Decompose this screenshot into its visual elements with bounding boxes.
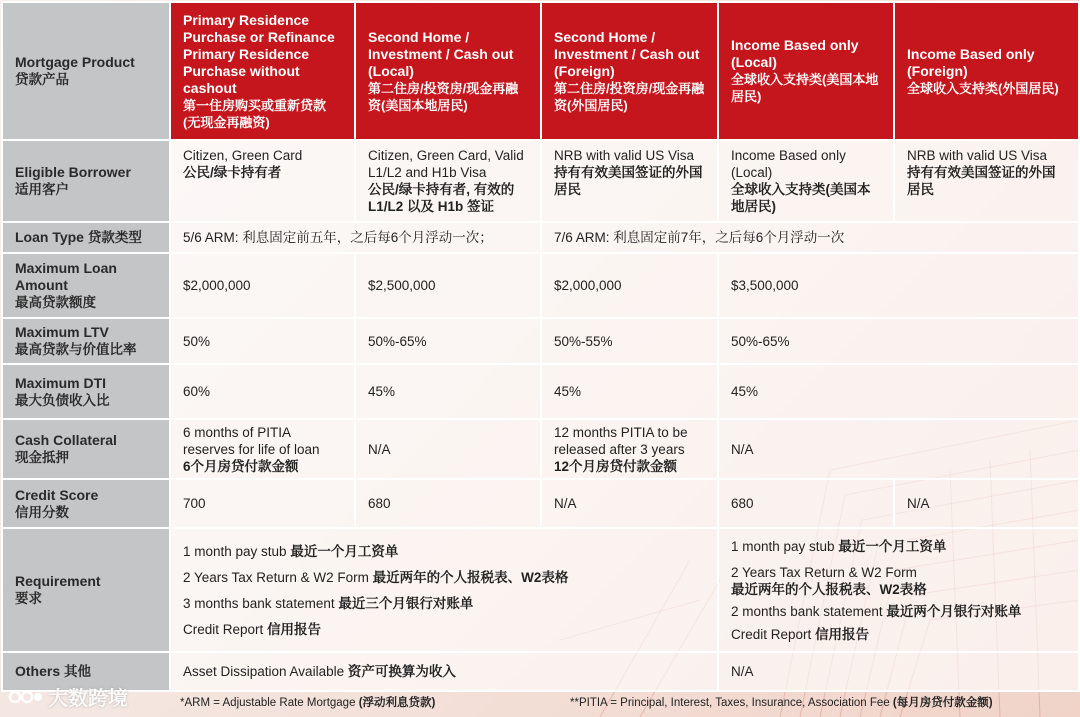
requirement-item: 1 month pay stub 最近一个月工资单: [183, 543, 399, 559]
footnote-pitia: **PITIA = Principal, Interest, Taxes, Insurance, Association Fee (每月房贷付款金额): [570, 697, 993, 709]
watermark-text: 大数跨境: [48, 688, 128, 710]
label-requirement: Requirement 要求: [2, 528, 170, 652]
cash-collateral-foreign: 12 months PITIA to be released after 3 years 12个月房贷付款金额: [541, 419, 718, 479]
requirement-list-second-home: [170, 528, 718, 652]
row-eligible-borrower: [2, 140, 1079, 222]
row-cash-collateral: [2, 419, 1079, 479]
requirement-list-income: [718, 528, 1079, 652]
footnote-arm: *ARM = Adjustable Rate Mortgage (浮动利息贷款): [180, 697, 436, 709]
cash-collateral-income: N/A: [718, 419, 1079, 479]
max-loan-value: $2,500,000: [355, 253, 541, 318]
max-ltv-value: 50%-65%: [718, 318, 1079, 364]
max-dti-value: 45%: [718, 364, 1079, 419]
cash-collateral-local: N/A: [355, 419, 541, 479]
mortgage-product-table: [1, 1, 1080, 692]
requirement-item: 2 Years Tax Return & W2 Form 最近两年的个人报税表、W2表格: [183, 569, 569, 585]
credit-score-value: 680: [355, 479, 541, 528]
label-cash-collateral: Cash Collateral 现金抵押: [2, 419, 170, 479]
requirement-item: Credit Report 信用报告: [731, 626, 870, 642]
label-max-loan: Maximum Loan Amount 最高贷款额度: [2, 253, 170, 318]
eligible-cell: Citizen, Green Card 公民/绿卡持有者: [170, 140, 355, 222]
row-others: [2, 652, 1079, 691]
loan-type-arm76: 7/6 ARM: 利息固定前7年，之后每6个月浮动一次: [541, 222, 1079, 253]
requirement-item: 3 months bank statement 最近三个月银行对账单: [183, 595, 474, 611]
max-loan-value: $2,000,000: [170, 253, 355, 318]
eligible-cell: Income Based only (Local) 全球收入支持类(美国本地居民): [718, 140, 894, 222]
header-second-home-local: Second Home / Investment / Cash out (Local) 第二住房/投资房/现金再融资(美国本地居民): [355, 2, 541, 140]
others-asset-dissipation: Asset Dissipation Available 资产可换算为收入: [170, 652, 718, 691]
label-credit-score: Credit Score 信用分数: [2, 479, 170, 528]
credit-score-value: N/A: [894, 479, 1079, 528]
row-credit-score: [2, 479, 1079, 528]
credit-score-value: N/A: [541, 479, 718, 528]
requirement-item: Credit Report 信用报告: [183, 621, 322, 637]
eligible-cell: Citizen, Green Card, Valid L1/L2 and H1b Visa 公民/绿卡持有者, 有效的L1/L2 以及 H1b 签证: [355, 140, 541, 222]
others-income-na: N/A: [718, 652, 1079, 691]
requirement-item: 1 month pay stub 最近一个月工资单: [731, 538, 947, 554]
header-second-home-foreign: Second Home / Investment / Cash out (Foreign) 第二住房/投资房/现金再融资(外国居民): [541, 2, 718, 140]
label-eligible-borrower: Eligible Borrower 适用客户: [2, 140, 170, 222]
label-max-ltv: Maximum LTV 最高贷款与价值比率: [2, 318, 170, 364]
label-mortgage-product: Mortgage Product 贷款产品: [2, 2, 170, 140]
label-loan-type: Loan Type 贷款类型: [2, 222, 170, 253]
max-dti-value: 45%: [355, 364, 541, 419]
requirement-item: 2 Years Tax Return & W2 Form 最近两年的个人报税表、W2表格: [731, 564, 927, 597]
max-ltv-value: 50%-65%: [355, 318, 541, 364]
label-others: Others 其他: [2, 652, 170, 691]
max-dti-value: 60%: [170, 364, 355, 419]
credit-score-value: 700: [170, 479, 355, 528]
max-loan-value: $2,000,000: [541, 253, 718, 318]
cash-collateral-primary: 6 months of PITIA reserves for life of loan 6个月房贷付款金额: [170, 419, 355, 479]
watermark-logo-icon: [8, 686, 44, 708]
header-income-foreign: Income Based only (Foreign) 全球收入支持类(外国居民): [894, 2, 1079, 140]
eligible-cell: NRB with valid US Visa 持有有效美国签证的外国居民: [894, 140, 1079, 222]
max-ltv-value: 50%: [170, 318, 355, 364]
row-requirement: [2, 528, 1079, 652]
max-loan-value: $3,500,000: [718, 253, 1079, 318]
max-dti-value: 45%: [541, 364, 718, 419]
credit-score-value: 680: [718, 479, 894, 528]
watermark: [8, 682, 128, 711]
max-ltv-value: 50%-55%: [541, 318, 718, 364]
header-income-local: Income Based only (Local) 全球收入支持类(美国本地居民): [718, 2, 894, 140]
header-primary-residence: Primary Residence Purchase or Refinance Primary Residence Purchase without cashout 第一住房购买或重新贷款(无现金再融资): [170, 2, 355, 140]
requirement-item: 2 months bank statement 最近两个月银行对账单: [731, 603, 1022, 619]
row-max-loan: [2, 253, 1079, 318]
row-loan-type: [2, 222, 1079, 253]
loan-type-arm56: 5/6 ARM: 利息固定前五年，之后每6个月浮动一次；: [170, 222, 541, 253]
label-max-dti: Maximum DTI 最大负债收入比: [2, 364, 170, 419]
row-max-ltv: [2, 318, 1079, 364]
row-max-dti: [2, 364, 1079, 419]
row-mortgage-product: [2, 2, 1079, 140]
eligible-cell: NRB with valid US Visa 持有有效美国签证的外国居民: [541, 140, 718, 222]
